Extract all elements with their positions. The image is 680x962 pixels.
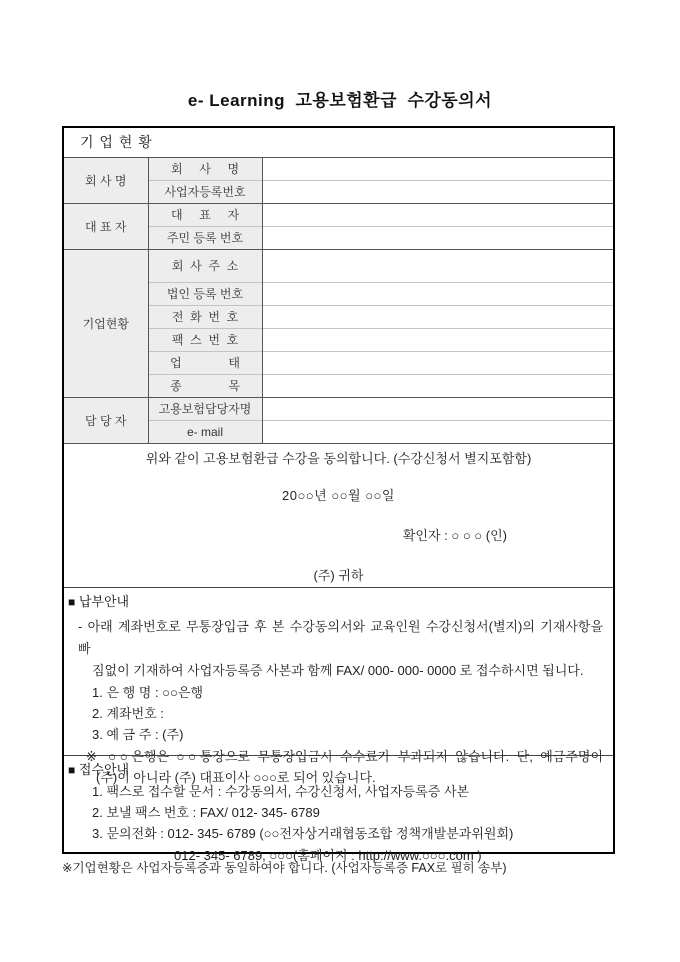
reception-guide-title-text: 접수안내 [75, 762, 130, 777]
corp-reg-no-value [262, 282, 613, 305]
company-address-value [262, 249, 613, 282]
payment-item-holder: 3. 예 금 주 : (주) [92, 727, 184, 742]
payment-item-bank: 1. 은 행 명 : ○○은행 [92, 685, 204, 700]
table-header-label: 기 업 현 황 [64, 128, 613, 157]
table-row [64, 249, 613, 282]
label-insurance-manager: 고용보험담당자명 [148, 397, 262, 420]
table-row [64, 157, 613, 180]
fax-number-value [262, 328, 613, 351]
label-email: e- mail [148, 420, 262, 443]
square-bullet-icon: ■ [68, 595, 76, 609]
square-bullet-icon: ■ [68, 763, 76, 777]
payment-intro-line1: - 아래 계좌번호로 무통장입금 후 본 수강동의서와 교육인원 수강신청서(별지)의 기재사항을 빠 [78, 619, 603, 656]
label-phone-number: 전 화 번 호 [148, 305, 262, 328]
business-item-value [262, 374, 613, 397]
footnote: ※기업현황은 사업자등록증과 동일하여야 합니다. (사업자등록증 FAX로 필히 송부) [62, 861, 507, 875]
representative-value [262, 203, 613, 226]
payment-guide-title-text: 납부안내 [75, 594, 130, 609]
label-business-type: 업 태 [148, 351, 262, 374]
table-row [64, 203, 613, 226]
group-label-company-status: 기업현황 [64, 249, 148, 397]
phone-number-value [262, 305, 613, 328]
payment-note-line2: (주)이 아니라 (주) 대표이사 ○○○로 되어 있습니다. [96, 770, 376, 785]
label-resident-reg-no: 주민 등록 번호 [148, 226, 262, 249]
resident-reg-no-value [262, 226, 613, 249]
business-type-value [262, 351, 613, 374]
consent-statement: 위와 같이 고용보험환급 수강을 동의합니다. (수강신청서 별지포함함) [145, 451, 532, 466]
group-label-company-name: 회 사 명 [64, 157, 148, 203]
label-business-reg-no: 사업자등록번호 [148, 180, 262, 203]
insurance-manager-value [262, 397, 613, 420]
label-representative: 대 표 자 [148, 203, 262, 226]
document-title: e- Learning 고용보험환급 수강동의서 [187, 91, 493, 110]
payment-note-line1: ※ ○○은행은 ○○통장으로 무통장입금시 수수료가 부과되지 않습니다. 단, 예금주명이 [86, 749, 603, 764]
label-business-item: 종 목 [148, 374, 262, 397]
label-fax-number: 팩 스 번 호 [148, 328, 262, 351]
reception-item-fax: 2. 보낼 팩스 번호 : FAX/ 012- 345- 6789 [92, 805, 320, 820]
reception-item-phone-cont: 012- 345- 6789, ○○○(홈페이지 : http://www.○○○.com ) [174, 848, 482, 863]
payment-item-account: 2. 계좌번호 : [92, 706, 164, 721]
label-corp-reg-no: 법인 등록 번호 [148, 282, 262, 305]
form-border-box [62, 126, 615, 863]
label-company-name: 회 사 명 [148, 157, 262, 180]
business-reg-no-value [262, 180, 613, 203]
group-label-representative: 대 표 자 [64, 203, 148, 249]
company-name-value [262, 157, 613, 180]
email-value [262, 420, 613, 443]
payment-guide-title [68, 592, 605, 612]
consent-confirmer: 확인자 : ○ ○ ○ (인) [402, 528, 507, 543]
consent-date: 20○○년 ○○월 ○○일 [282, 488, 395, 503]
reception-item-phone: 3. 문의전화 : 012- 345- 6789 (○○전자상거래협동조합 정책개발분과위원회) [92, 826, 514, 841]
consent-recipient: (주) 귀하 [313, 568, 364, 583]
consent-section [64, 443, 613, 587]
table-row [64, 397, 613, 420]
label-company-address: 회 사 주 소 [148, 249, 262, 282]
group-label-manager: 담 당 자 [64, 397, 148, 443]
payment-intro-line2: 짐없이 기재하여 사업자등록증 사본과 함께 FAX/ 000- 000- 0000 로 접수하시면 됩니다. [92, 663, 584, 678]
reception-item-documents: 1. 팩스로 접수할 문서 : 수강동의서, 수강신청서, 사업자등록증 사본 [92, 784, 470, 799]
table-header-row [64, 128, 613, 157]
company-info-table [64, 128, 613, 443]
